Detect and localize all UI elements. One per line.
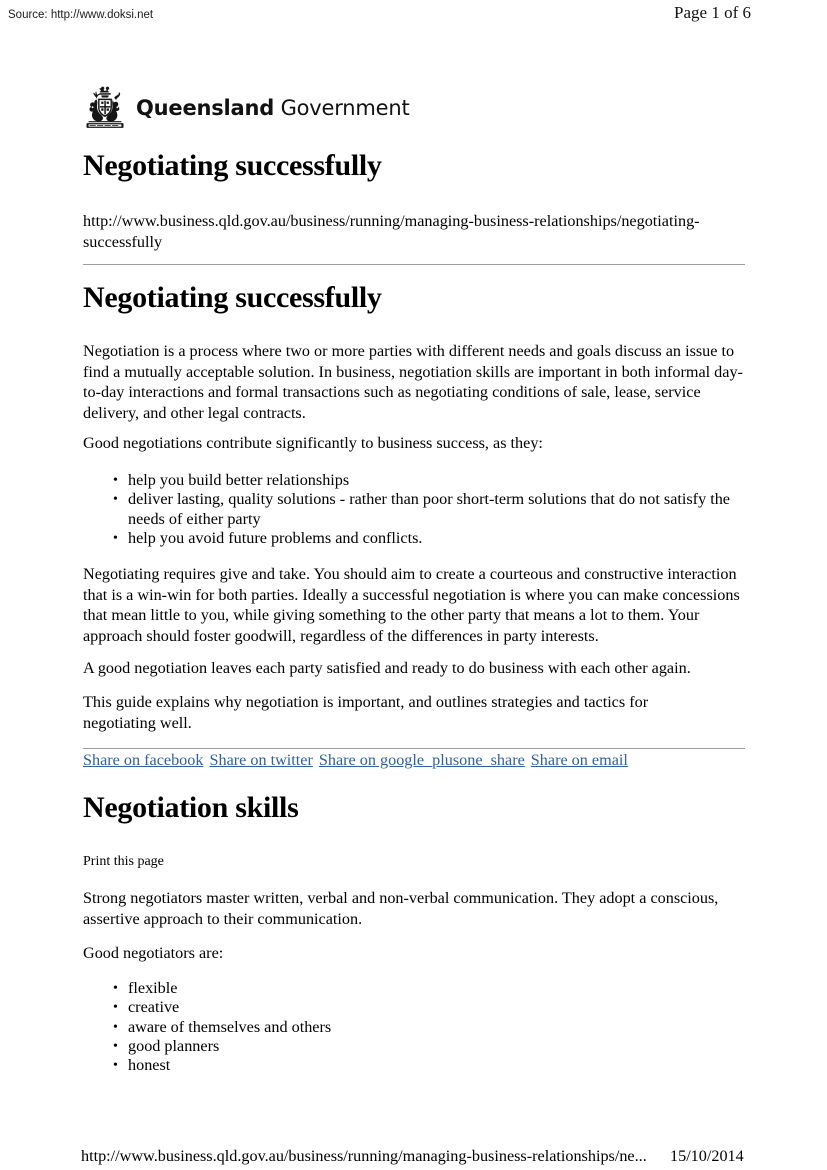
footer-url: http://www.business.qld.gov.au/business/running/managing-business-relationships/ne... xyxy=(81,1147,647,1165)
page-number-indicator: Page 1 of 6 xyxy=(674,3,751,22)
source-label: Source: http://www.doksi.net xyxy=(8,9,154,21)
share-googleplus-link[interactable]: Share on google_plusone_share xyxy=(318,751,525,769)
list-item: • honest xyxy=(110,1056,670,1075)
paragraph-contribute: Good negotiations contribute significantly to business success, as they: xyxy=(83,434,543,452)
section-heading-negotiation-skills: Negotiation skills xyxy=(83,791,299,824)
logo-wordmark xyxy=(136,96,410,120)
queensland-coat-of-arms-icon xyxy=(83,85,127,131)
share-email-link[interactable]: Share on email xyxy=(530,751,628,769)
list-item: • help you avoid future problems and conflicts. xyxy=(110,529,730,548)
share-facebook-link[interactable]: Share on facebook xyxy=(83,751,204,769)
qualities-list xyxy=(110,979,670,1075)
queensland-government-logo xyxy=(83,85,410,131)
list-item: • deliver lasting, quality solutions - rather than poor short-term solutions that do not satisfy the needs of either party xyxy=(110,490,730,529)
document-source-url: http://www.business.qld.gov.au/business/running/managing-business-relationships/negotiating-successfully xyxy=(83,212,700,251)
section-heading-negotiating-successfully: Negotiating successfully xyxy=(83,281,382,314)
benefits-list xyxy=(110,471,730,548)
list-item: • flexible xyxy=(110,979,670,998)
paragraph-strong-negotiators: Strong negotiators master written, verbal and non-verbal communication. They adopt a conscious, assertive approach to their communication. xyxy=(83,889,719,928)
list-item: • creative xyxy=(110,998,670,1017)
paragraph-intro: Negotiation is a process where two or more parties with different needs and goals discuss an issue to find a mutually acceptable solution. In business, negotiation skills are important in both informal day-to-day interactions and formal transactions such as negotiating conditions of sale, lease, service delivery, and other legal contracts. xyxy=(83,342,743,422)
page-title: Negotiating successfully xyxy=(83,149,382,182)
print-this-page-link[interactable]: Print this page xyxy=(83,854,164,869)
logo-word-government: Government xyxy=(274,96,410,120)
paragraph-guide: This guide explains why negotiation is important, and outlines strategies and tactics for negotiating well. xyxy=(83,693,649,732)
paragraph-good-negotiators-lead-in: Good negotiators are: xyxy=(83,944,224,962)
list-item: • aware of themselves and others xyxy=(110,1018,670,1037)
list-item: • help you build better relationships xyxy=(110,471,730,490)
page-footer xyxy=(0,1146,827,1170)
share-links-row xyxy=(83,750,628,770)
logo-word-queensland: Queensland xyxy=(136,96,275,120)
footer-date: 15/10/2014 xyxy=(670,1147,744,1165)
divider-share xyxy=(83,748,745,749)
paragraph-give-and-take: Negotiating requires give and take. You should aim to create a courteous and constructive interaction that is a win-win for both parties. Ideally a successful negotiation is where you can make concessions that mean little to you, while giving something to the other party that means a lot to them. Your approach should foster goodwill, regardless of the differences in party interests. xyxy=(83,565,740,645)
share-twitter-link[interactable]: Share on twitter xyxy=(209,751,313,769)
paragraph-good-negotiation: A good negotiation leaves each party satisfied and ready to do business with each other again. xyxy=(83,659,691,677)
page-header xyxy=(0,0,827,34)
divider-top xyxy=(83,264,745,265)
list-item: • good planners xyxy=(110,1037,670,1056)
